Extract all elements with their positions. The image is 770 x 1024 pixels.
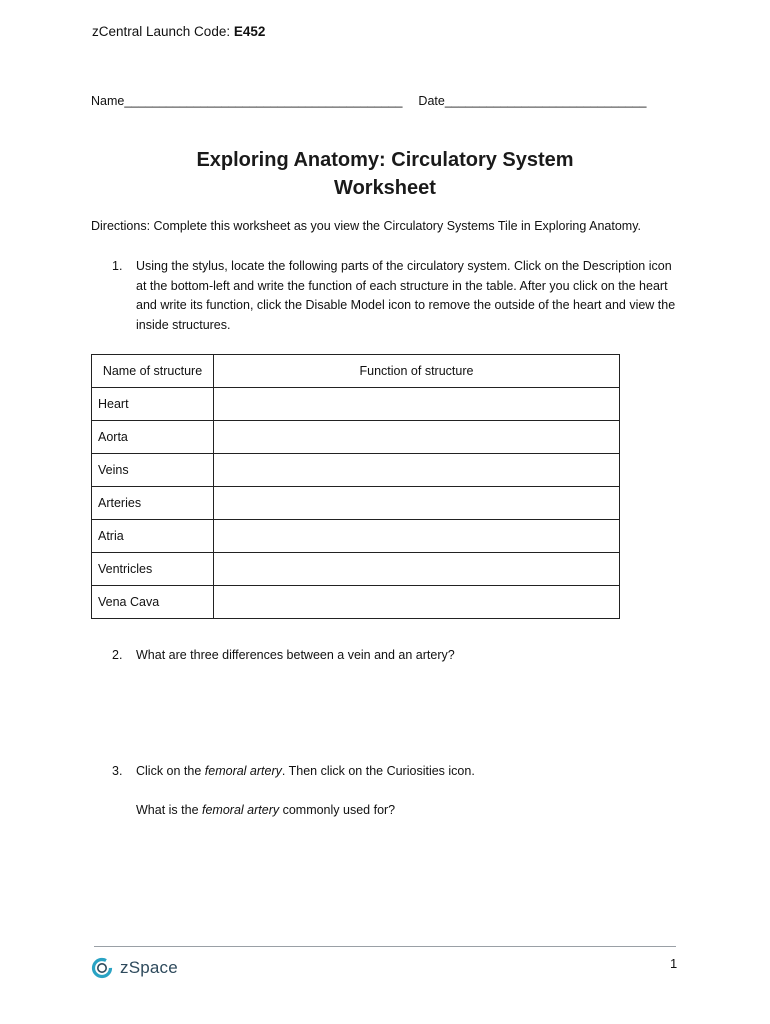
function-cell[interactable] <box>214 553 620 586</box>
question-text: Click on the femoral artery. Then click on the Curiosities icon. <box>136 764 475 778</box>
table-header-row <box>92 355 620 388</box>
question-3-subquestion: What is the femoral artery commonly used for? <box>136 803 396 817</box>
footer-divider <box>94 946 676 947</box>
question-number: 2. <box>112 648 123 662</box>
function-cell[interactable] <box>214 586 620 619</box>
title-line-2: Worksheet <box>334 177 436 199</box>
table-row <box>92 454 620 487</box>
structure-name: Vena Cava <box>92 586 214 619</box>
name-date-fields <box>91 94 646 108</box>
worksheet-title <box>0 146 770 202</box>
date-field[interactable]: Date_____________________________ <box>418 94 647 108</box>
femoral-artery-term: femoral artery <box>202 803 280 817</box>
launch-code-label: zCentral Launch Code: <box>92 24 234 39</box>
structure-name: Arteries <box>92 487 214 520</box>
logo-text: zSpace <box>120 958 178 977</box>
page-number: 1 <box>670 956 678 971</box>
question-text: Using the stylus, locate the following parts of the circulatory system. Click on the Description icon at the bottom-left and write the function of each structure in the table. After you click on the heart and write its function, click the Disable Model icon to remove the outside of the heart and view the inside structures. <box>136 259 676 332</box>
question-text: What are three differences between a vein and an artery? <box>136 648 455 662</box>
title-line-1: Exploring Anatomy: Circulatory System <box>196 149 574 171</box>
launch-code <box>92 24 265 39</box>
question-number: 1. <box>112 259 123 273</box>
structure-name: Veins <box>92 454 214 487</box>
table-row <box>92 520 620 553</box>
function-cell[interactable] <box>214 454 620 487</box>
femoral-artery-term: femoral artery <box>204 764 282 778</box>
table-row <box>92 553 620 586</box>
table-row <box>92 487 620 520</box>
function-cell[interactable] <box>214 487 620 520</box>
structure-name: Heart <box>92 388 214 421</box>
launch-code-value: E452 <box>233 24 266 39</box>
structure-name: Ventricles <box>92 553 214 586</box>
column-header-name: Name of structure <box>92 355 214 388</box>
question-number: 3. <box>112 764 123 778</box>
function-cell[interactable] <box>214 520 620 553</box>
structures-table <box>91 354 620 619</box>
table-row <box>92 388 620 421</box>
table-row <box>92 586 620 619</box>
zspace-ring-icon <box>91 957 113 979</box>
column-header-function: Function of structure <box>214 355 620 388</box>
zspace-logo <box>91 957 178 979</box>
function-cell[interactable] <box>214 388 620 421</box>
structure-name: Atria <box>92 520 214 553</box>
function-cell[interactable] <box>214 421 620 454</box>
name-field[interactable]: Name________________________________________ <box>91 94 403 108</box>
directions: Directions: Complete this worksheet as you view the Circulatory Systems Tile in Exploring Anatomy. <box>91 219 641 233</box>
structure-name: Aorta <box>92 421 214 454</box>
table-row <box>92 421 620 454</box>
